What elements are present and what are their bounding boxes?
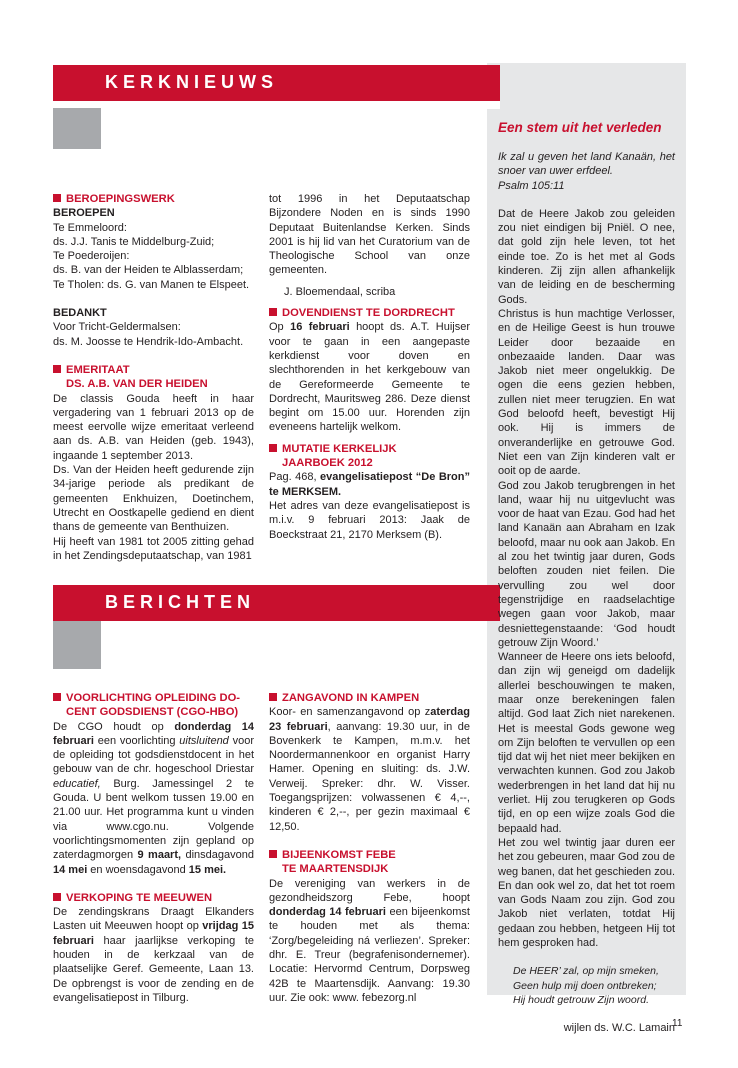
sidebar-paragraph: Christus is hun machtige Verlosser, en de Heilige Geest is hun trouwe Leider door bezaaide en onbezaaide landen. Daar was Jakob niet meer ongelukkig. De ogen die eens gezien hebben, zullen niet meer terugzien. En wat God beloofd heeft, bevestigt Hij ook. Hij is immers de onveranderlijke en getrouwe God. Niet een van Zijn kinderen valt er ooit op de aarde. xyxy=(498,307,675,478)
sidebar-quote-ref: Psalm 105:11 xyxy=(498,179,565,192)
febe-heading: BIJEENKOMST FEBE TE MAARTENSDIJK xyxy=(269,848,470,877)
berichten-banner-notch xyxy=(101,621,487,629)
sidebar-title: Een stem uit het verleden xyxy=(498,120,662,135)
beroepen-label: BEROEPEN xyxy=(53,207,115,220)
square-bullet-icon xyxy=(269,444,277,452)
emeritaat-para: Ds. Van der Heiden heeft gedurende zijn 34-jarige periode als predikant de gemeenten Enkhuizen, Doetinchem, Utrecht en Oostkapelle gediend en dient thans de gemeente van Benthuizen. xyxy=(53,464,254,534)
beroepen-line: ds. B. van der Heiden te Alblasserdam; xyxy=(53,264,244,277)
voorlichting-heading: VOORLICHTING OPLEIDING DO- CENT GODSDIENST (CGO-HBO) xyxy=(53,691,254,720)
emeritaat-para-cont: tot 1996 in het Deputaatschap Bijzondere Noden en is sinds 1990 Deputaat Buitenlandse Kerken. Sinds 2001 is hij lid van het Curatorium van de Theologische School van onze gemeenten. xyxy=(269,193,470,277)
sidebar-paragraph: Het zou wel twintig jaar duren eer het zou gebeuren, maar God zou de weg banen, dat het geschieden zou. En dan ook wel zo, dat het tot roem van Gods Naam zou zijn. God zou Jakob niet verlaten, totdat Hij gedaan zou hebben, hetgeen Hij tot hem gesproken had. xyxy=(498,836,675,950)
beroepen-line: Te Tholen: ds. G. van Manen te Elspeet. xyxy=(53,278,250,291)
beroepingswerk-heading: BEROEPINGSWERK xyxy=(53,192,254,206)
kerknieuws-col-2 xyxy=(269,192,470,542)
sidebar-body xyxy=(498,150,675,1036)
bedankt-label: BEDANKT xyxy=(53,307,107,320)
kerknieuws-col-1 xyxy=(53,192,254,563)
emeritaat-heading: EMERITAAT DS. A.B. VAN DER HEIDEN xyxy=(53,363,254,392)
berichten-banner xyxy=(53,585,500,621)
mutatie-text: Pag. 468, evangelisatiepost “De Bron” te MERKSEM. xyxy=(269,471,470,498)
sidebar-quote: Ik zal u geven het land Kanaän, het snoer van uwer erfdeel. xyxy=(498,151,675,178)
square-bullet-icon xyxy=(53,893,61,901)
sidebar-paragraph: God zou Jakob terugbrengen in het land, waar hij nu uitgevlucht was voor de haat van Ezau. God had het land Kanaän aan Abraham en Izak beloofd, maar nu ook aan Jakob. En al zou het twintig jaar duren, Gods beloften zouden niet feilen. Die vervulling zou wel door tegenstrijdige en raadselachtige wegen gaan voor Jakob, maar desniettegenstaande: ‘God houdt getrouw Zijn Woord.’ xyxy=(498,479,675,649)
sidebar-paragraph: Wanneer de Heere ons iets beloofd, dan zijn wij geneigd om dadelijk allerlei beschouwingen te maken, maar onze berekeningen falen altijd. God laat Zich niet narekenen. Het is meestal Gods gewone weg om Zijn beloften te vervullen op een tijd dat wij het niet meer bekijken en verwachten kunnen. God zou Jakob wederbrengen in het land dat hij nu verliet. Hij zou terugkeren op Gods tijd, en op een wijze zoals God die bepaald had. xyxy=(498,651,675,835)
square-bullet-icon xyxy=(53,693,61,701)
square-bullet-icon xyxy=(53,365,61,373)
dovendienst-text: Op 16 februari hoopt ds. A.T. Huijser voor te gaan in een aangepaste kerkdienst voor doven en slechthorenden in het kerkgebouw van de Gereformeerde Gemeente te Dordrecht, Mauritsweg 286. Deze dienst begint om 15.00 uur. Horenden zijn eveneens hartelijk welkom. xyxy=(269,321,471,434)
square-bullet-icon xyxy=(269,308,277,316)
bedankt-line: ds. M. Joosse te Hendrik-Ido-Ambacht. xyxy=(53,335,244,348)
square-bullet-icon xyxy=(269,693,277,701)
berichten-title: BERICHTEN xyxy=(105,592,256,612)
emeritaat-para: De classis Gouda heeft in haar vergadering van 1 februari 2013 op de meest eervolle wijze emeritaat verleend aan ds. A.B. van Heiden (geb. 1943), ingaande 1 september 2013. xyxy=(53,392,254,462)
mutatie-text-2: Het adres van deze evangelisatiepost is m.i.v. 9 februari 2013: Jaak de Boeckstraat 21, 2170 Merksem (B). xyxy=(269,499,470,541)
berichten-col-1 xyxy=(53,691,254,1005)
poem-line: De HEER’ zal, op mijn smeken, xyxy=(513,965,659,978)
kerknieuws-banner xyxy=(53,65,500,101)
beroepen-line: Te Emmeloord: xyxy=(53,221,127,234)
zangavond-heading: ZANGAVOND IN KAMPEN xyxy=(269,691,470,705)
beroepen-line: Te Poederoijen: xyxy=(53,250,130,263)
berichten-col-2 xyxy=(269,691,470,1005)
mutatie-heading: MUTATIE KERKELIJK JAARBOEK 2012 xyxy=(269,442,470,471)
kerknieuws-banner-notch xyxy=(101,101,500,109)
emeritaat-signature: J. Bloemendaal, scriba xyxy=(284,285,396,298)
kerknieuws-banner-tail xyxy=(479,65,486,101)
poem-line: Geen hulp mij doen ontbreken; xyxy=(513,979,657,992)
dovendienst-heading: DOVENDIENST TE DORDRECHT xyxy=(269,306,470,320)
emeritaat-para: Hij heeft van 1981 tot 2005 zitting gehad in het Zendingsdeputaatschap, van 1981 xyxy=(53,535,254,562)
verkoping-text: De zendingskrans Draagt Elkanders Lasten uit Meeuwen hoopt op vrijdag 15 februari haar jaarlijkse verkoping te houden in de kerkzaal van de plaatselijke Geref. Gemeente, Laan 13. De opbrengst is voor de zending en de evangelisatiepost in Tilburg. xyxy=(53,906,254,1004)
beroepen-line: ds. J.J. Tanis te Middelburg-Zuid; xyxy=(53,235,215,248)
bedankt-line: Voor Tricht-Geldermalsen: xyxy=(53,321,181,334)
zangavond-text: Koor- en samenzangavond op zaterdag 23 februari, aanvang: 19.30 uur, in de Bovenkerk te Kampen, m.m.v. het Noordermannenkoor en organist Harry Hamer. Opening en sluiting: ds. J.W. Verweij. Spreker: dhr. W. Visser. Toegangsprijzen: volwassenen € 4,--, kinderen € 2,--, per gezin maximaal € 12,50. xyxy=(269,706,470,833)
voorlichting-text: De CGO houdt op donderdag 14 februari een voorlichting uitsluitend voor de opleiding tot godsdienstdocent in het gebouw van de chr. hogeschool Driestar educatief, Burg. Jamessingel 2 te Gouda. U bent welkom tussen 19.00 en 21.00 uur. Het programma kunt u vinden via www.cgo.nu. Volgende voorlichtingsmomenten zijn gepland op zaterdagmorgen 9 maart, dinsdagavond 14 mei en woensdagavond 15 mei. xyxy=(53,720,255,876)
sidebar-paragraph: Dat de Heere Jakob zou geleiden zou niet eindigen bij Pniël. O nee, dat gold zijn hele leven, tot het einde toe. Zo is het met al Gods kinderen. Zij zijn allen afhankelijk van de leiding en de bescherming Gods. xyxy=(498,207,675,306)
verkoping-heading: VERKOPING TE MEEUWEN xyxy=(53,891,254,905)
square-bullet-icon xyxy=(53,194,61,202)
sidebar-signature: wijlen ds. W.C. Lamain xyxy=(563,1022,675,1035)
sidebar-poem xyxy=(498,964,675,1007)
febe-text: De vereniging van werkers in de gezondheidszorg Febe, hoopt donderdag 14 februari een bijeenkomst te houden met als thema: ‘Zorg/begeleiding ná verliezen’. Spreker: dhr. E. Treur (begrafenisondernemer). Locatie: Hervormd Centrum, Dorpsweg 42B te Maartensdijk. Aanvang: 19.30 uur. Zie ook: www. febezorg.nl xyxy=(269,877,470,1004)
poem-line: Hij houdt getrouw Zijn woord. xyxy=(513,993,649,1006)
square-bullet-icon xyxy=(269,850,277,858)
page-number: 11 xyxy=(672,1018,683,1029)
kerknieuws-title: KERKNIEUWS xyxy=(105,72,279,92)
